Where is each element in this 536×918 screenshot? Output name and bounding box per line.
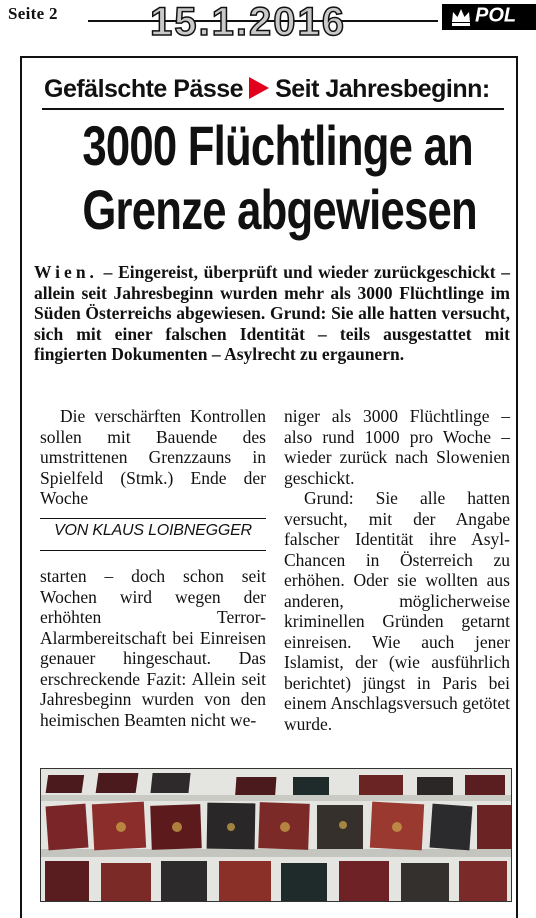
- article-kicker: [44, 75, 490, 104]
- page-header: [0, 0, 536, 46]
- body-paragraph: niger als 3000 Flüchtlinge – also rund 1000 pro Woche – wieder zurück nach Slowenien geschickt.: [284, 406, 510, 488]
- date-stamp: 15.1.2016: [150, 0, 346, 44]
- dateline: Wien.: [34, 262, 98, 282]
- lead-text: – Eingereist, überprüft und wieder zurückgeschickt – allein seit Jahresbeginn wurden mehr als 3000 Flüchtlinge im Süden Österreichs abgewiesen. Grund: Sie alle hatten versucht, sich mit einer falschen Identität – teils ausgestattet mit fingierten Dokumenten – Asylrecht zu ergaunern.: [34, 262, 510, 365]
- body-paragraph: Die verschärften Kontrollen sollen mit Bauende des umstrittenen Grenzzauns in Spielfeld (Stmk.) Ende der Woche: [40, 406, 266, 508]
- kicker-topic: Gefälschte Pässe: [44, 75, 244, 103]
- body-paragraph: Grund: Sie alle hatten versucht, mit der Angabe falscher Identität ihre Asyl-Chancen in Österreich zu erhöhen. Oder sie wollten aus anderen, möglicherweise kriminellen Gründen getarnt einreisen. Wie auch jener Islamist, der (wie ausführlich berichtet) jüngst in Paris bei einem Anschlagsversuch getötet wurde.: [284, 488, 510, 734]
- newspaper-logo: [442, 4, 536, 30]
- headline-line-1: 3000 Flüchtlinge an: [82, 114, 473, 177]
- column-1-top: [40, 406, 266, 509]
- crown-icon: [450, 6, 472, 28]
- body-paragraph: starten – doch schon seit Wochen wird wegen der erhöhten Terror-Alarmbereitschaft bei Einreisen genauer hingeschaut. Das erschreckende Fazit: Allein seit Jahresbeginn wurden von den heimischen Beamten nicht we-: [40, 566, 266, 730]
- kicker-subtopic: Seit Jahresbeginn:: [275, 75, 490, 103]
- column-1-bottom: [40, 566, 266, 730]
- kicker-rule: [42, 108, 504, 110]
- passport-stacks-image: [41, 769, 511, 901]
- logo-text: POL: [475, 4, 517, 27]
- byline-rule-bottom: [40, 550, 266, 551]
- headline-line-2: Grenze abgewiesen: [82, 178, 477, 241]
- column-2: [284, 406, 510, 734]
- page-label: Seite 2: [8, 4, 58, 23]
- headline: [82, 114, 477, 242]
- passports-photo: [40, 768, 512, 902]
- lead-paragraph: [34, 262, 510, 365]
- byline-rule-top: [40, 518, 266, 519]
- author-byline: VON KLAUS LOIBNEGGER: [54, 522, 252, 539]
- arrow-icon: [249, 77, 269, 99]
